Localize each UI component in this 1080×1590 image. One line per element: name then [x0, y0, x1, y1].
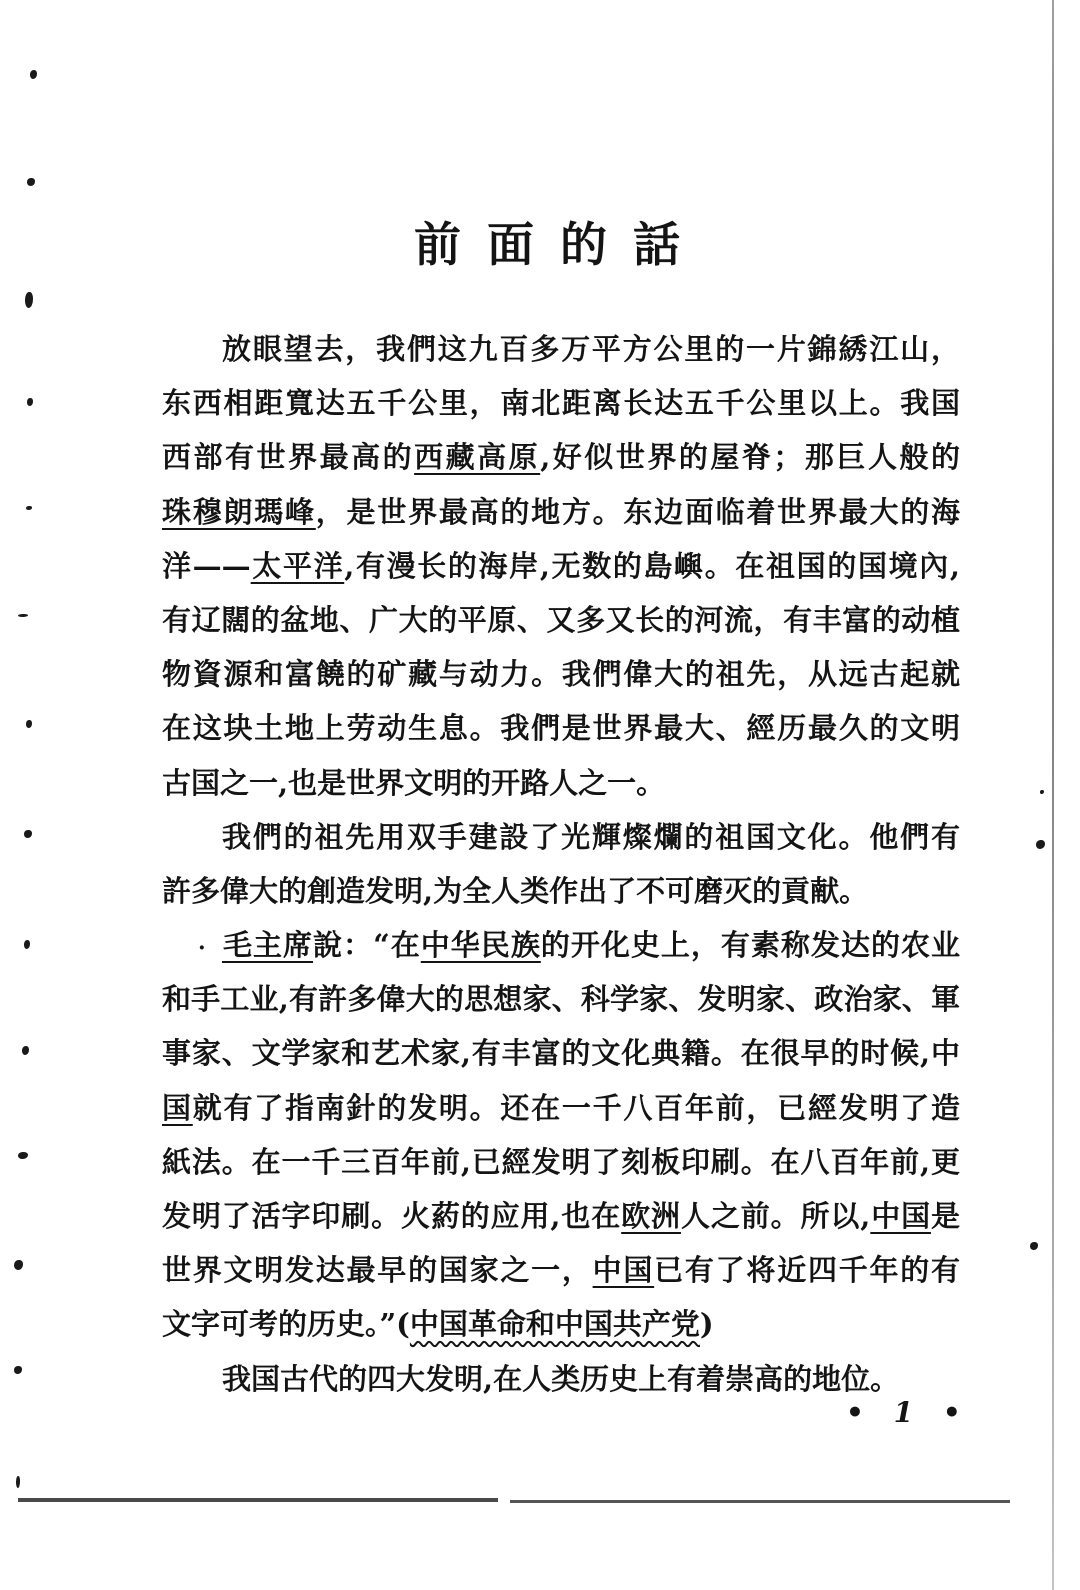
scan-speck — [26, 506, 32, 510]
place-name: 西藏高原 — [414, 440, 541, 475]
place-name: 中华民族 — [420, 928, 541, 963]
page-number: • 1 • — [846, 1396, 971, 1429]
text-line: 有辽闊的盆地、广大的平原、又多又长的河流，有丰富的动植 — [162, 602, 960, 637]
scan-speck — [27, 178, 35, 186]
text-line: 国就有了指南針的发明。还在一千八百年前，已經发明了造 — [162, 1090, 960, 1125]
scan-bottom-edge — [18, 1498, 498, 1502]
text-line: 我們的祖先用双手建設了光輝燦爛的祖国文化。他們有 — [222, 819, 960, 854]
person-name: 毛主席 — [222, 928, 314, 963]
place-name: 欧洲 — [621, 1199, 681, 1233]
body-text — [162, 322, 960, 1406]
scan-speck — [22, 1046, 29, 1055]
text-line: 古国之一,也是世界文明的开路人之一。 — [162, 765, 666, 800]
place-name: 太平洋 — [250, 548, 345, 583]
scan-speck — [18, 614, 28, 617]
scan-speck — [1036, 840, 1045, 849]
place-name: 中国 — [870, 1199, 931, 1233]
bullet-mark: · — [198, 935, 206, 962]
place-name: 中国 — [592, 1253, 655, 1288]
scan-speck — [16, 1476, 20, 1488]
scan-speck — [1040, 790, 1044, 794]
scan-speck — [24, 940, 30, 949]
scan-speck — [27, 398, 33, 406]
scan-speck — [14, 1366, 22, 1374]
scan-speck — [26, 720, 32, 728]
text-line: 我国古代的四大发明,在人类历史上有着崇高的地位。 — [222, 1361, 900, 1396]
text-line: 事家、文学家和艺术家,有丰富的文化典籍。在很早的时候,中 — [162, 1036, 960, 1071]
scan-speck — [1030, 1242, 1038, 1250]
text-line: 东西相距寬达五千公里，南北距离长达五千公里以上。我国 — [162, 386, 960, 421]
text-line: 物資源和富饒的矿藏与动力。我們偉大的祖先，从远古起就 — [162, 657, 960, 692]
text-line: 珠穆朗瑪峰，是世界最高的地方。东边面临着世界最大的海 — [162, 494, 960, 529]
scan-speck — [30, 70, 37, 79]
text-line: 发明了活字印刷。火葯的应用,也在欧洲人之前。所以,中国是 — [162, 1199, 960, 1233]
text-line: 和手工业,有許多偉大的思想家、科学家、发明家、政治家、軍 — [162, 982, 960, 1017]
text-line: 紙法。在一千三百年前,已經发明了刻板印刷。在八百年前,更 — [162, 1144, 960, 1179]
place-name: 珠穆朗瑪峰 — [162, 494, 316, 529]
scan-speck — [14, 1260, 23, 1270]
text-line: 世界文明发达最早的国家之一，中国已有了将近四千年的有 — [162, 1253, 960, 1288]
text-line: 西部有世界最高的西藏高原,好似世界的屋脊；那巨人般的 — [162, 440, 960, 475]
place-name: 国 — [162, 1090, 193, 1125]
text-line: 放眼望去，我們这九百多万平方公里的一片錦綉江山， — [222, 332, 960, 366]
scan-speck — [18, 1152, 28, 1159]
text-line: 文字可考的历史。”(中国革命和中国共产党) — [162, 1307, 714, 1342]
text-line: 許多偉大的創造发明,为全人类作出了不可磨灭的貢献。 — [162, 873, 869, 908]
text-line: 在这块土地上劳动生息。我們是世界最大、經历最久的文明 — [162, 711, 960, 746]
text-line: 洋——太平洋,有漫长的海岸,无数的島嶼。在祖国的国境內, — [162, 548, 960, 583]
scan-speck — [25, 292, 33, 308]
page-title: 前面的話 — [414, 218, 706, 273]
book-title: 中国革命和中国共产党 — [409, 1307, 700, 1342]
scan-bottom-edge — [510, 1500, 1010, 1503]
text-line: · 毛主席說：“在中华民族的开化史上，有素称发达的农业 — [162, 918, 960, 972]
scan-speck — [24, 830, 32, 838]
